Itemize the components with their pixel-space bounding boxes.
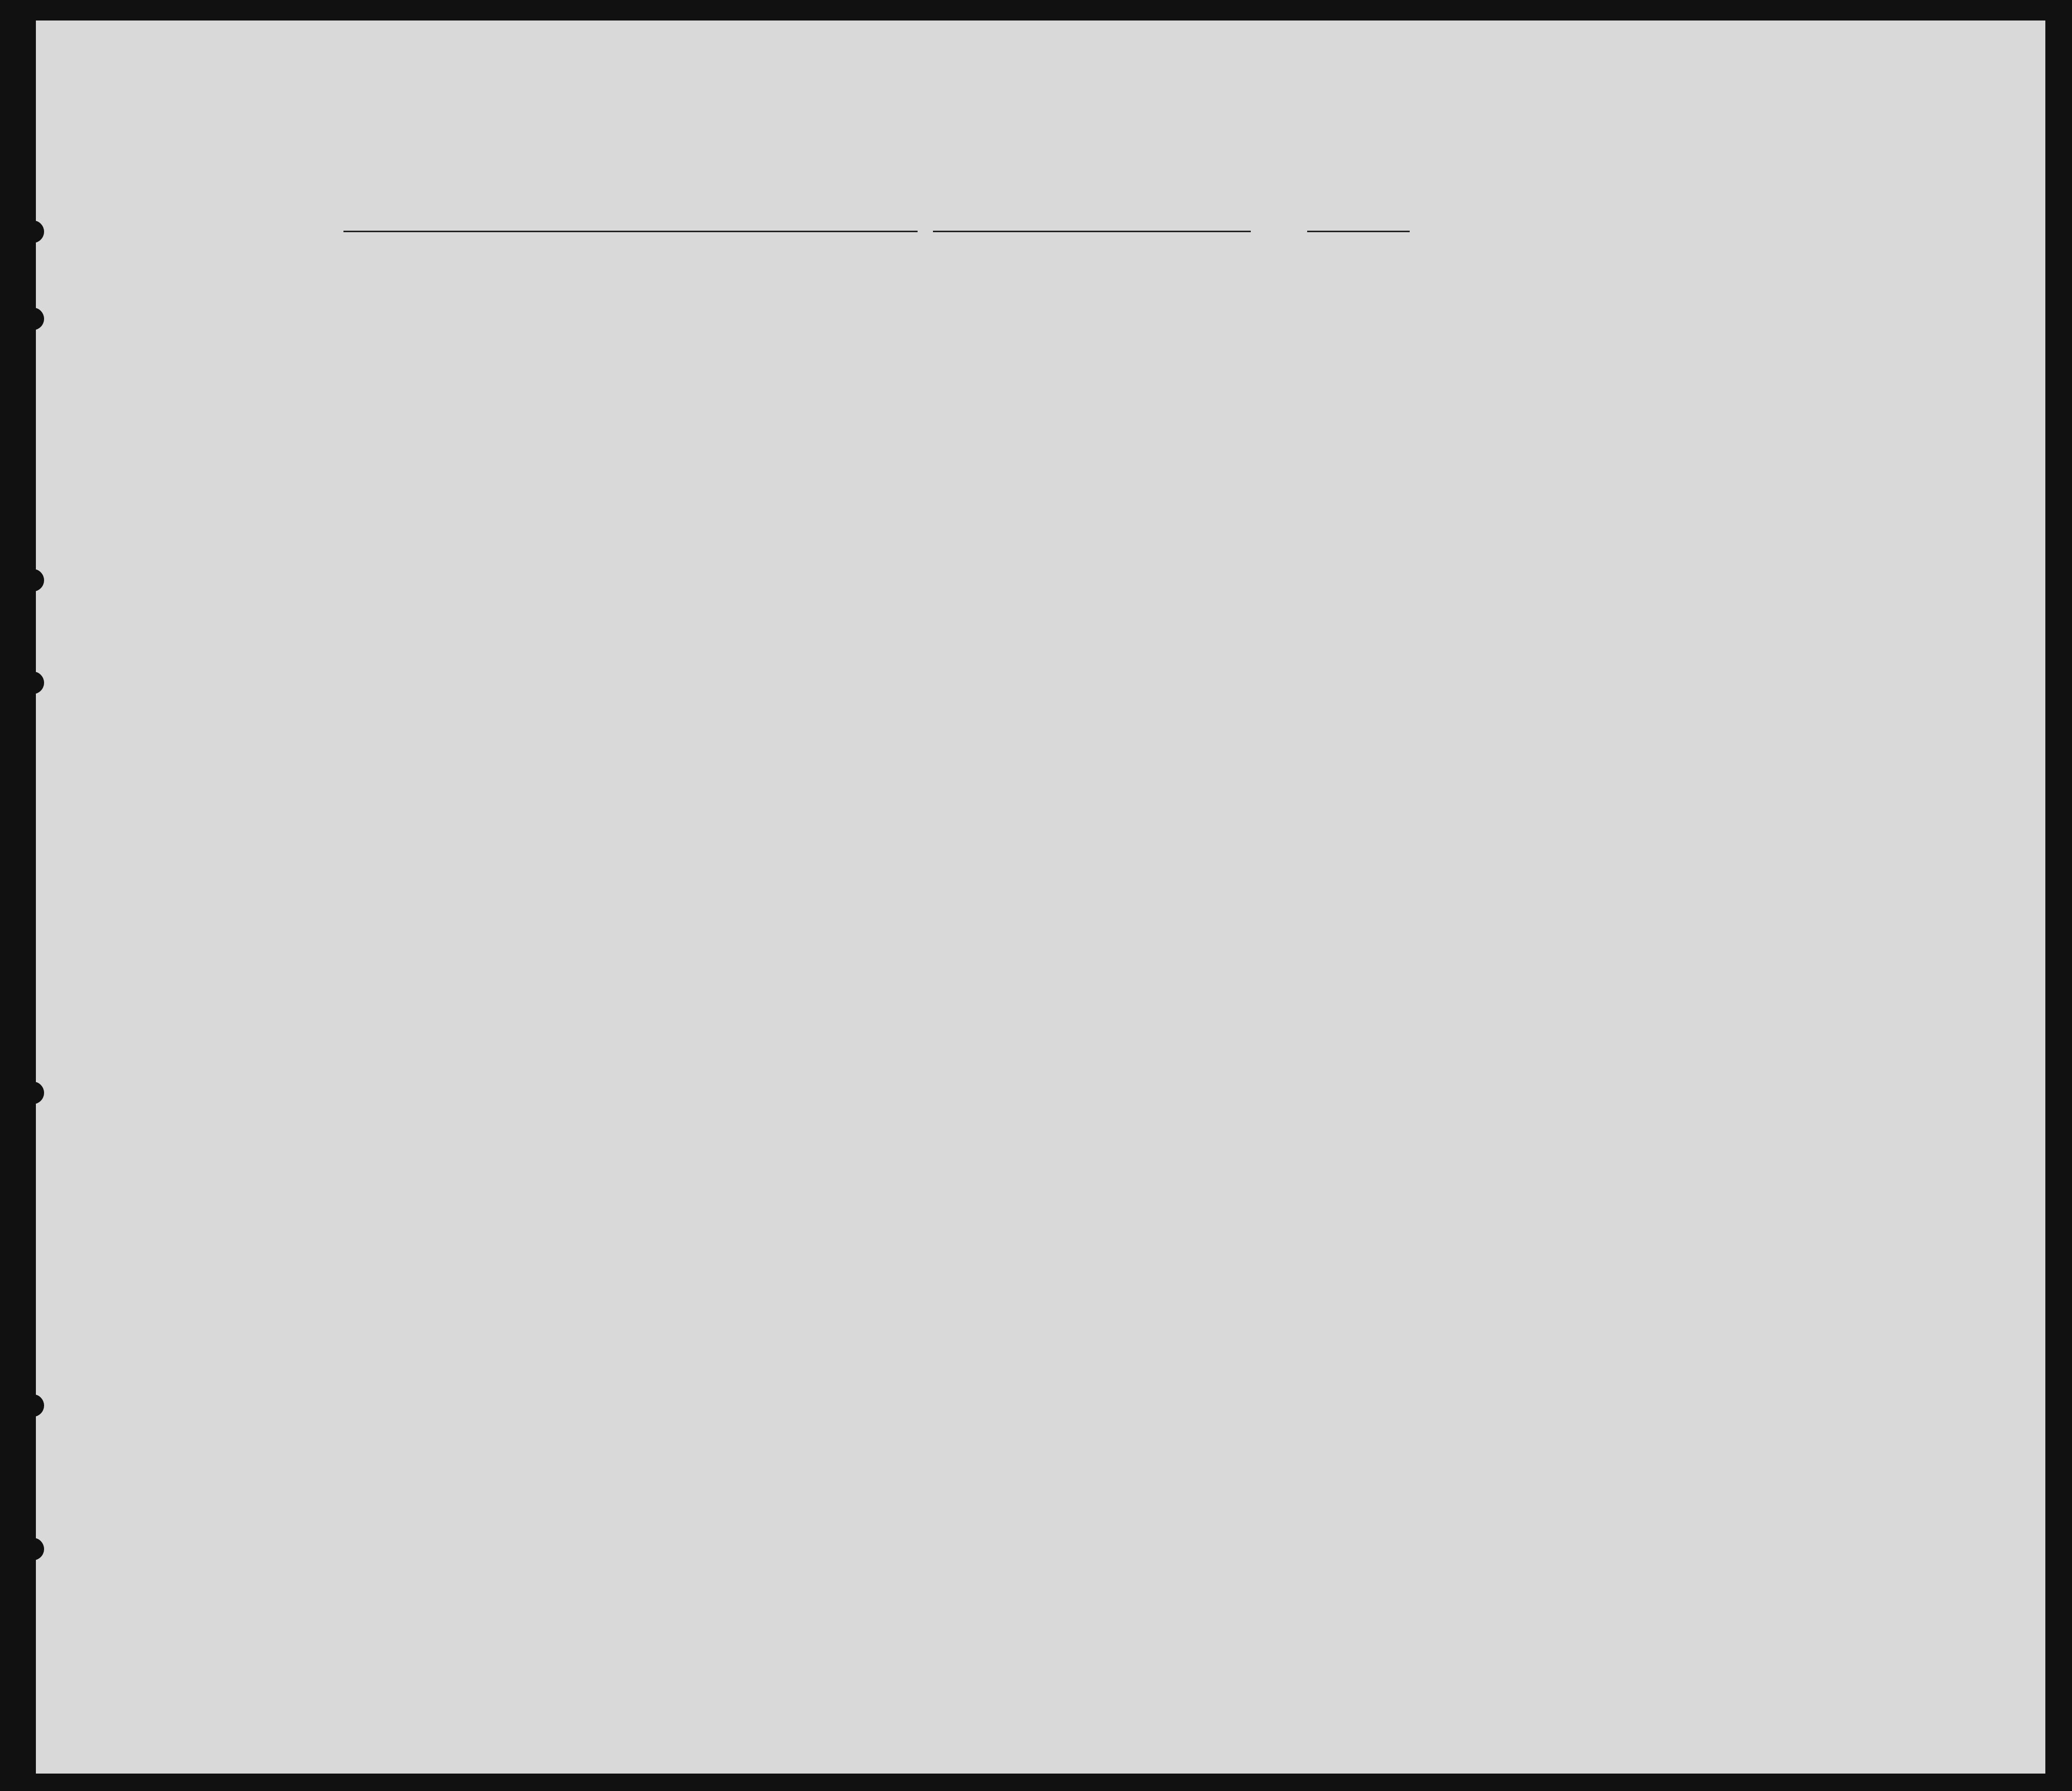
binding-hole [22,569,44,592]
binding-hole [22,220,44,243]
binding-hole [22,1394,44,1417]
binding-hole [22,671,44,694]
manifest-sheet [36,21,2045,1774]
manifest-table [36,21,2045,1774]
binding-hole [22,308,44,330]
binding-hole [22,1082,44,1104]
binding-hole [22,1538,44,1560]
